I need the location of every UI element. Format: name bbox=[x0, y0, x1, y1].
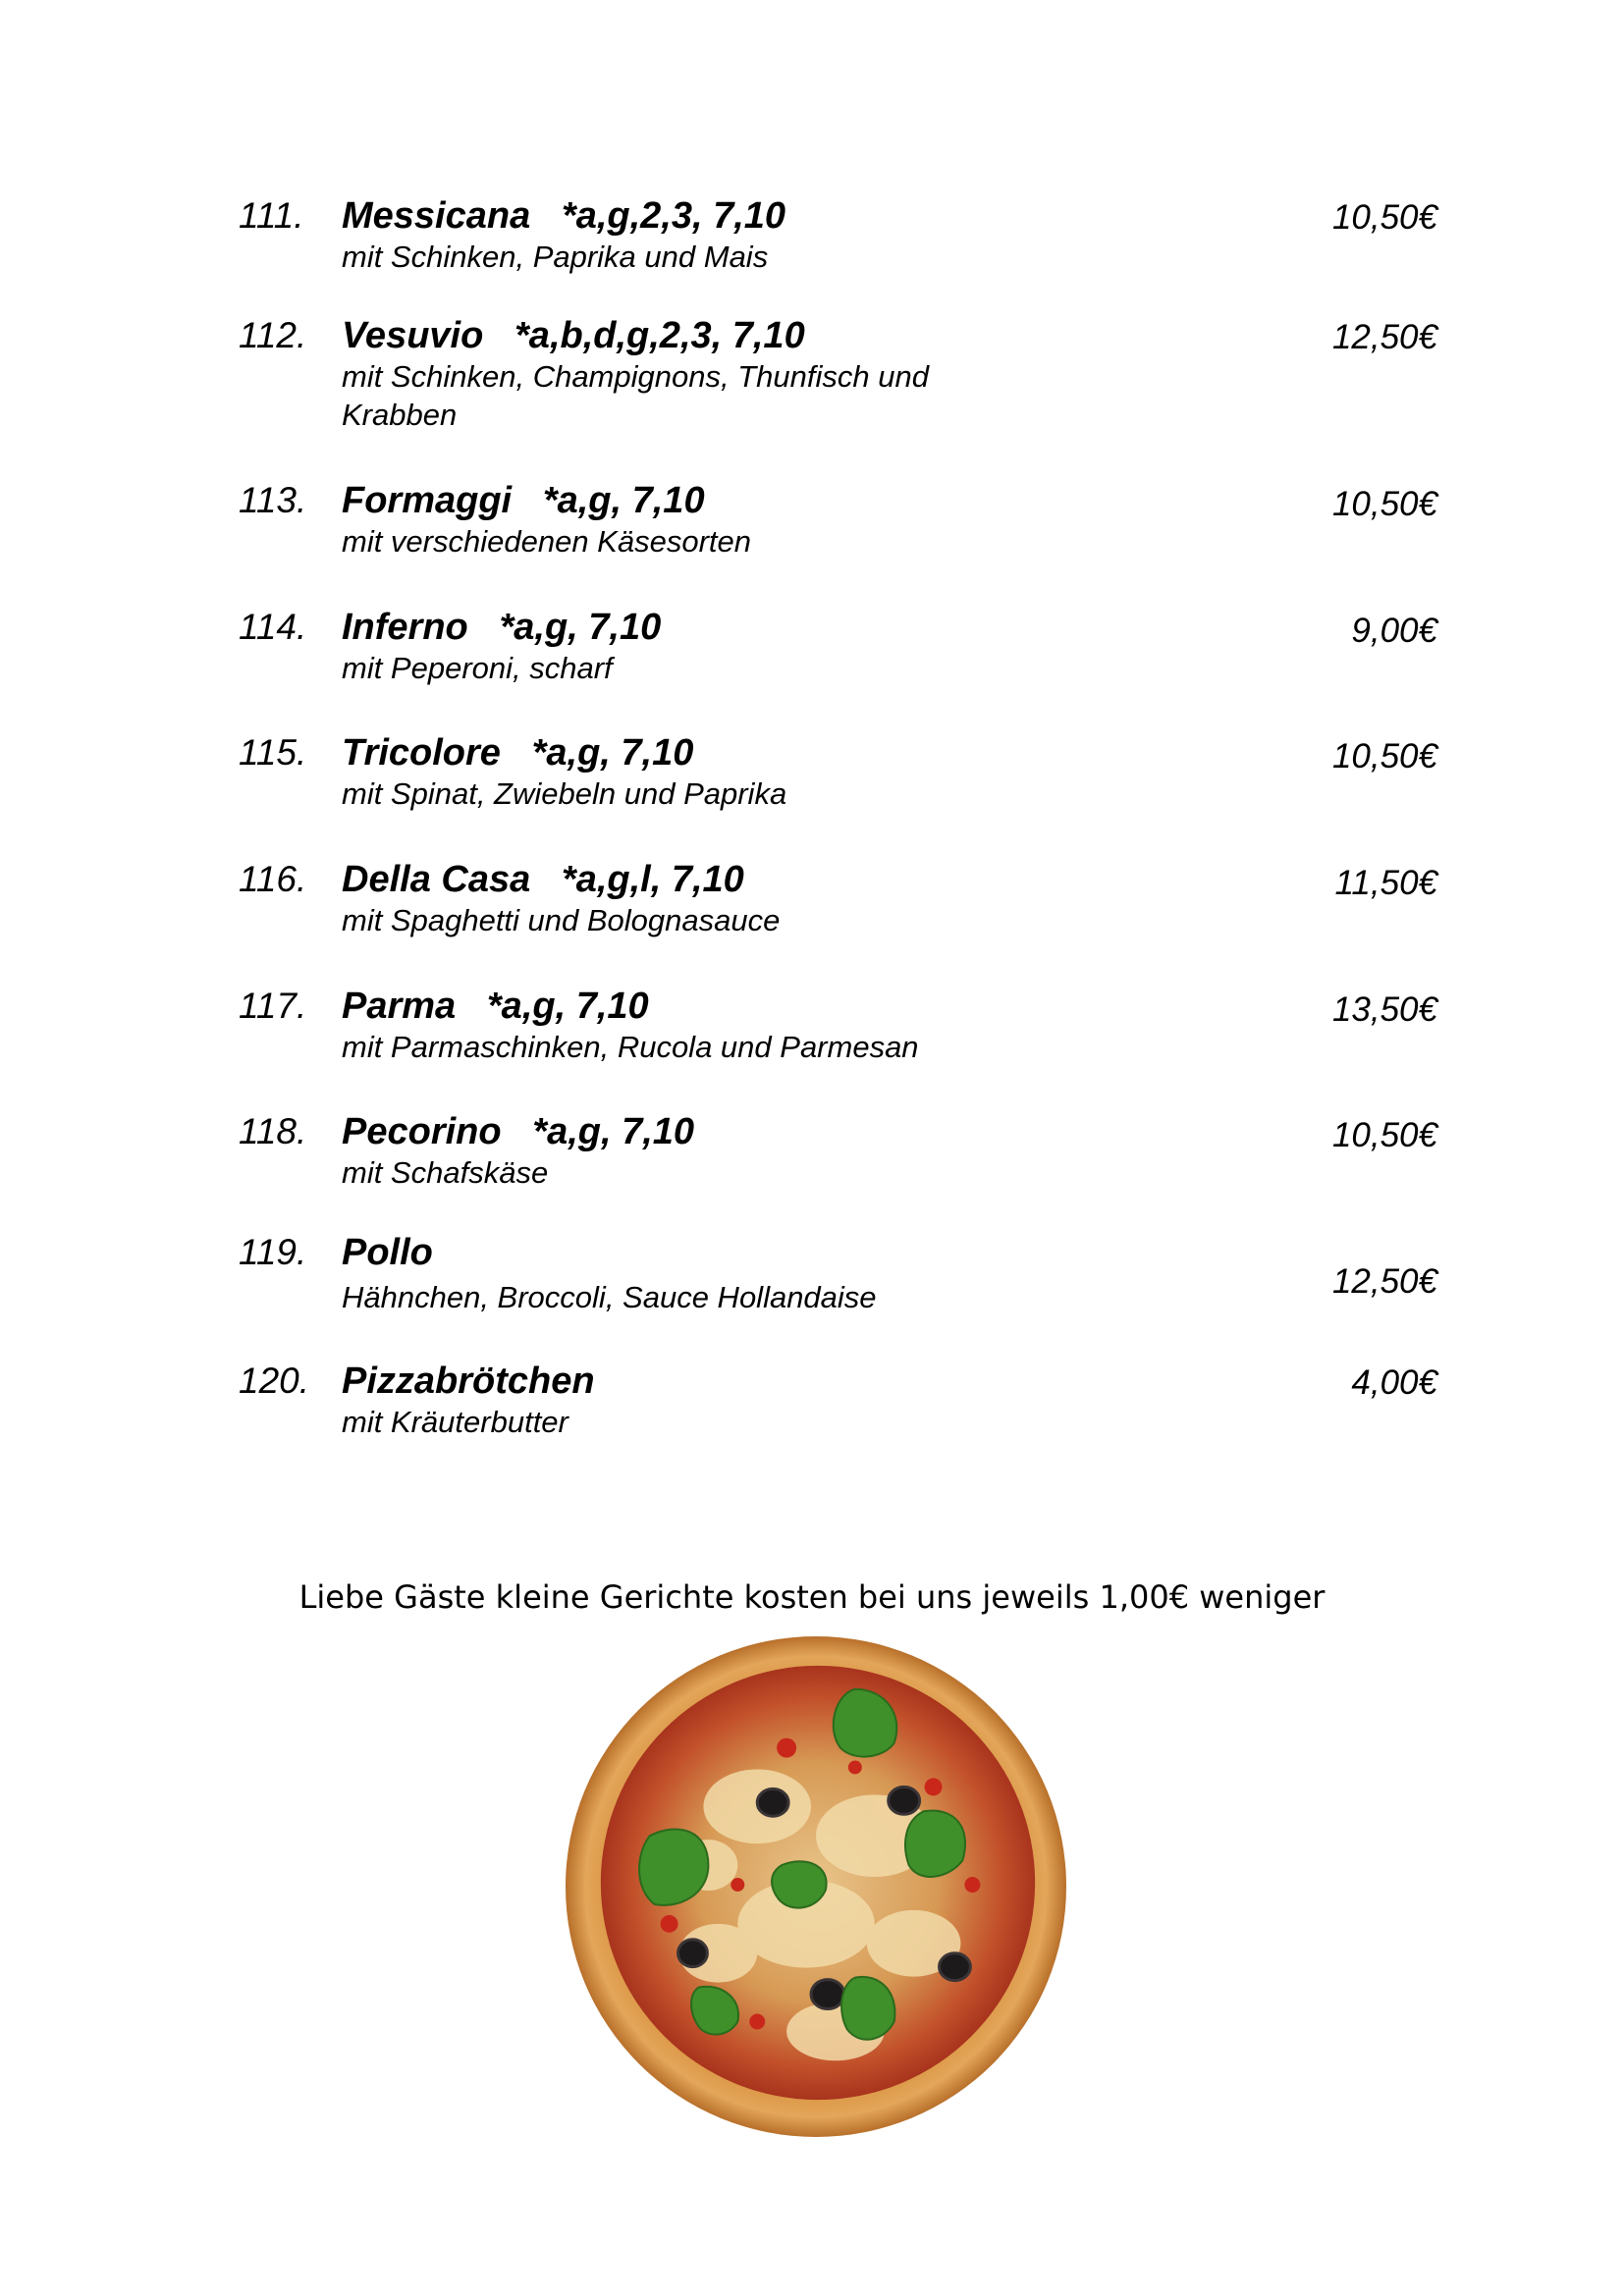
item-price: 10,50€ bbox=[1331, 485, 1437, 523]
item-number: 111. bbox=[239, 195, 304, 236]
item-price: 10,50€ bbox=[1331, 737, 1437, 775]
item-name: Formaggi bbox=[342, 480, 513, 521]
item-price: 4,00€ bbox=[1351, 1363, 1437, 1402]
item-title bbox=[342, 479, 705, 522]
pizza-image bbox=[562, 1630, 1070, 2139]
item-number: 119. bbox=[239, 1232, 307, 1272]
item-description: mit Kräuterbutter bbox=[342, 1405, 568, 1439]
item-allergens: *a,b,d,g,2,3, 7,10 bbox=[514, 315, 805, 356]
item-name: Pecorino bbox=[342, 1111, 502, 1152]
item-number: 117. bbox=[239, 986, 307, 1026]
item-number: 113. bbox=[239, 480, 307, 520]
item-title bbox=[342, 1360, 595, 1403]
item-title bbox=[342, 731, 693, 774]
item-allergens: *a,g, 7,10 bbox=[532, 1111, 695, 1152]
item-title bbox=[342, 858, 744, 901]
item-number: 115. bbox=[239, 732, 307, 773]
item-allergens: *a,g, 7,10 bbox=[531, 732, 694, 774]
item-description: mit Spaghetti und Bolognasauce bbox=[342, 903, 781, 937]
item-description: mit Schinken, Champignons, Thunfisch und Krabben bbox=[342, 359, 929, 432]
item-title bbox=[342, 1110, 694, 1153]
item-number: 120. bbox=[239, 1361, 310, 1401]
item-name: Vesuvio bbox=[342, 315, 484, 356]
item-price: 12,50€ bbox=[1331, 318, 1437, 356]
item-title bbox=[342, 194, 785, 238]
item-name: Parma bbox=[342, 986, 457, 1027]
item-price: 9,00€ bbox=[1351, 612, 1437, 650]
item-allergens: *a,g, 7,10 bbox=[486, 986, 649, 1027]
item-price: 12,50€ bbox=[1331, 1262, 1437, 1301]
small-portion-note: Liebe Gäste kleine Gerichte kosten bei uns jeweils 1,00€ weniger bbox=[298, 1578, 1326, 1616]
item-title bbox=[342, 314, 805, 357]
item-title bbox=[342, 606, 661, 649]
item-allergens: *a,g,l, 7,10 bbox=[561, 859, 744, 900]
item-name: Inferno bbox=[342, 607, 468, 648]
item-price: 11,50€ bbox=[1334, 864, 1437, 902]
item-number: 114. bbox=[239, 607, 307, 647]
item-number: 112. bbox=[239, 315, 307, 355]
item-description: mit Schafskäse bbox=[342, 1155, 549, 1190]
item-number: 116. bbox=[239, 859, 307, 899]
item-name: Messicana bbox=[342, 195, 531, 237]
item-name: Pizzabrötchen bbox=[342, 1361, 595, 1402]
item-title bbox=[342, 985, 649, 1028]
item-allergens: *a,g,2,3, 7,10 bbox=[561, 195, 786, 237]
item-description: mit Parmaschinken, Rucola und Parmesan bbox=[342, 1030, 919, 1064]
item-name: Della Casa bbox=[342, 859, 531, 900]
item-allergens: *a,g, 7,10 bbox=[542, 480, 705, 521]
item-title bbox=[342, 1231, 433, 1274]
item-price: 10,50€ bbox=[1331, 198, 1437, 237]
item-name: Pollo bbox=[342, 1232, 433, 1273]
item-description: mit Peperoni, scharf bbox=[342, 651, 613, 685]
item-price: 13,50€ bbox=[1331, 990, 1437, 1029]
item-description: mit Spinat, Zwiebeln und Paprika bbox=[342, 776, 787, 811]
item-number: 118. bbox=[239, 1111, 307, 1151]
item-description: mit verschiedenen Käsesorten bbox=[342, 524, 752, 559]
item-price: 10,50€ bbox=[1331, 1116, 1437, 1154]
item-allergens: *a,g, 7,10 bbox=[499, 607, 662, 648]
item-name: Tricolore bbox=[342, 732, 501, 774]
item-description: Hähnchen, Broccoli, Sauce Hollandaise bbox=[342, 1280, 877, 1314]
item-description: mit Schinken, Paprika und Mais bbox=[342, 240, 769, 274]
